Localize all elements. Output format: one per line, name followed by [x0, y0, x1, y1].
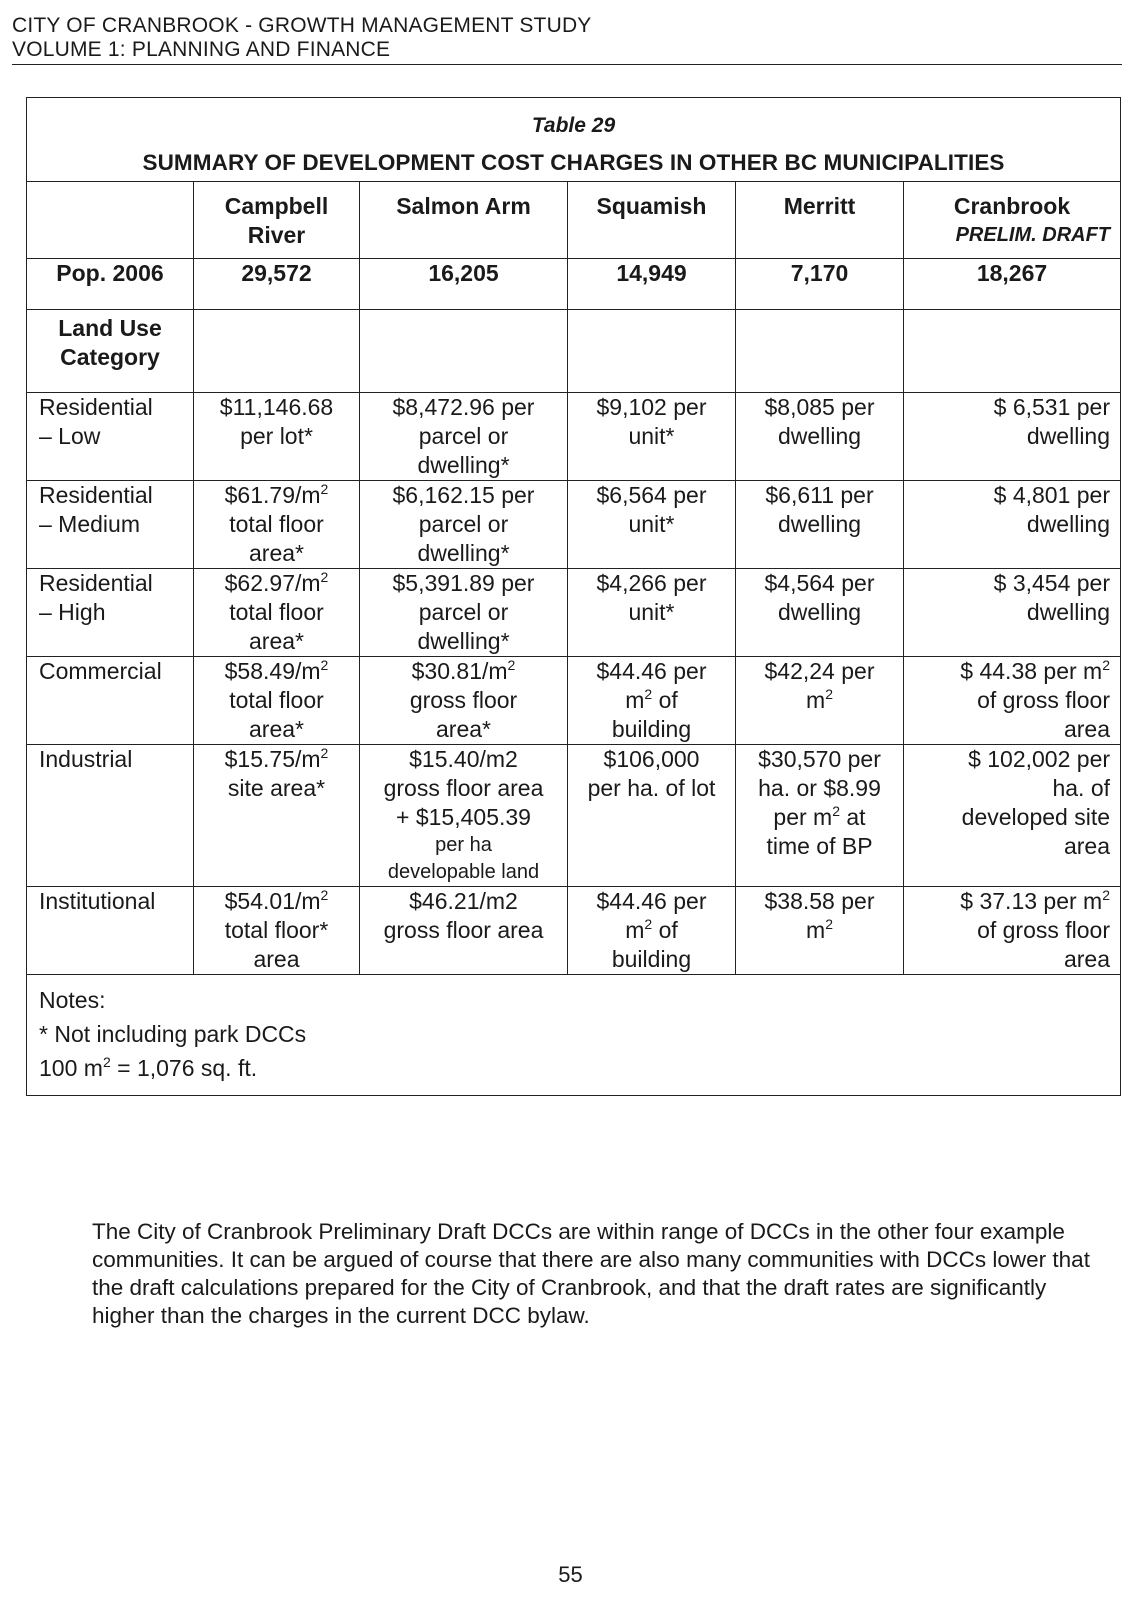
table-cell — [568, 569, 736, 657]
label-line: Residential — [39, 394, 153, 420]
table-cell — [360, 569, 568, 657]
page-number: 55 — [558, 1562, 583, 1587]
table-row — [27, 887, 1121, 975]
cell-line: $6,611 per — [765, 482, 874, 508]
table-cell — [360, 657, 568, 745]
table-row — [27, 393, 1121, 481]
table-cell — [360, 481, 568, 569]
cell-line — [198, 481, 355, 510]
cell-line — [912, 657, 1110, 686]
notes-text: = 1,076 sq. ft. — [110, 1055, 258, 1081]
cell-line: dwelling — [1026, 423, 1111, 449]
col-header-campbell-river — [194, 182, 360, 259]
cell-line: unit* — [628, 599, 675, 625]
cell-line: dwelling* — [417, 540, 510, 566]
cell-text: of — [652, 687, 678, 713]
superscript: 2 — [320, 481, 329, 497]
superscript: 2 — [1102, 887, 1111, 903]
notes-line — [39, 1051, 1108, 1085]
row-label — [27, 481, 194, 569]
cell-line — [198, 745, 355, 774]
notes-title: Notes: — [39, 987, 106, 1013]
cell-line: time of BP — [766, 833, 873, 859]
col-header-prelim-draft: PRELIM. DRAFT — [955, 224, 1111, 246]
superscript: 2 — [825, 686, 833, 702]
cell-line: area — [1063, 716, 1111, 742]
label-line: Institutional — [39, 888, 156, 914]
col-header-line: Cranbrook — [953, 193, 1071, 219]
cell-line — [740, 803, 899, 832]
table-cell — [904, 887, 1121, 975]
cell-line — [198, 657, 355, 686]
cell-line: parcel or — [418, 511, 509, 537]
cell-line: $11,146.68 — [219, 394, 334, 420]
cell-text: $ 37.13 per m — [960, 888, 1103, 914]
cell-text: $30.81/m — [411, 658, 508, 684]
table-cell — [904, 569, 1121, 657]
cell-line: dwelling — [777, 599, 862, 625]
cell-line: $ 6,531 per — [993, 394, 1111, 420]
label-line: Residential — [39, 570, 153, 596]
label-line: – High — [39, 599, 106, 625]
superscript: 2 — [644, 916, 653, 932]
cell-text: m — [625, 917, 645, 943]
table-cell — [568, 745, 736, 887]
table-caption — [27, 98, 1121, 182]
table-cell — [568, 657, 736, 745]
cell-line: $6,162.15 per — [392, 482, 535, 508]
row-label — [27, 887, 194, 975]
label-line: – Medium — [39, 511, 140, 537]
superscript: 2 — [1102, 657, 1111, 673]
population-row — [27, 259, 1121, 310]
cell-line: $38.58 per — [764, 888, 875, 914]
land-use-category-label — [27, 310, 194, 393]
table-cell — [736, 569, 904, 657]
cell-line: $4,266 per — [596, 570, 707, 596]
cell-line: area — [253, 946, 300, 972]
cell-text: m — [625, 687, 645, 713]
cell-line: $44.46 per — [596, 658, 707, 684]
col-header-line: Salmon Arm — [396, 193, 531, 219]
table-cell — [194, 569, 360, 657]
notes-line: * Not including park DCCs — [39, 1021, 307, 1047]
cell-line: $4,564 per — [764, 570, 875, 596]
table-cell — [736, 481, 904, 569]
cell-line — [572, 916, 731, 945]
cell-line: area — [1063, 946, 1111, 972]
cell-text: at — [840, 804, 866, 830]
cell-line: total floor — [229, 511, 324, 537]
superscript: 2 — [825, 916, 833, 932]
superscript: 2 — [320, 569, 329, 585]
dcc-table-container — [26, 97, 1120, 1096]
table-caption-row — [27, 98, 1121, 182]
cell-text: of — [652, 917, 678, 943]
notes-text: 100 m — [39, 1055, 103, 1081]
label-line: Category — [60, 344, 160, 370]
cell-line: dwelling — [1026, 511, 1111, 537]
cell-line: dwelling — [777, 511, 862, 537]
table-cell — [360, 887, 568, 975]
table-cell — [194, 887, 360, 975]
cell-line: $ 3,454 per — [993, 570, 1111, 596]
col-header-line: Squamish — [596, 193, 707, 219]
table-row — [27, 745, 1121, 887]
cell-line: per lot* — [240, 423, 313, 449]
label-line: – Low — [39, 423, 101, 449]
cell-line: $30,570 per — [758, 746, 881, 772]
cell-line: area* — [249, 628, 304, 654]
table-cell — [736, 887, 904, 975]
notes-row — [27, 975, 1121, 1096]
cell-text: $15.75/m — [224, 746, 321, 772]
table-cell — [568, 393, 736, 481]
col-header-merritt — [736, 182, 904, 259]
body-paragraph: The City of Cranbrook Preliminary Draft DCCs are within range of DCCs in the other four example communities. It can be argued of course that there are also many communities with DCCs lower that the draft calculations prepared for the City of Cranbrook, and that the draft rates are significantly higher than the charges in the current DCC bylaw. — [92, 1219, 1090, 1328]
table-row — [27, 569, 1121, 657]
cell-line: $ 4,801 per — [993, 482, 1111, 508]
cell-line: ha. or $8.99 — [758, 775, 881, 801]
cell-line: $6,564 per — [596, 482, 707, 508]
cell-line: building — [611, 946, 692, 972]
cell-line: per ha — [435, 834, 492, 856]
superscript: 2 — [320, 745, 329, 761]
column-header-row — [27, 182, 1121, 259]
cell-line: $9,102 per — [596, 394, 707, 420]
label-line: Land Use — [58, 315, 162, 341]
cell-line: $44.46 per — [596, 888, 707, 914]
header-line-2: VOLUME 1: PLANNING AND FINANCE — [12, 38, 391, 61]
table-cell — [360, 745, 568, 887]
cell-line: building — [611, 716, 692, 742]
cell-line: area* — [249, 540, 304, 566]
cell-line: $46.21/m2 — [409, 888, 518, 914]
table-cell — [360, 393, 568, 481]
table-row — [27, 481, 1121, 569]
cell-line — [740, 916, 899, 945]
land-use-header-row — [27, 310, 1121, 393]
cell-line: total floor — [229, 687, 324, 713]
cell-text: m — [806, 917, 826, 943]
cell-line: $15.40/m2 — [409, 746, 518, 772]
cell-line: $8,085 per — [764, 394, 875, 420]
col-header-line: River — [247, 222, 306, 248]
cell-line — [572, 686, 731, 715]
pop-cell: 7,170 — [736, 259, 904, 310]
superscript: 2 — [320, 657, 329, 673]
cell-text: $58.49/m — [224, 658, 321, 684]
table-notes — [27, 975, 1121, 1096]
empty-cell — [736, 310, 904, 393]
table-cell — [194, 481, 360, 569]
cell-line: gross floor — [409, 687, 518, 713]
cell-line: developable land — [387, 861, 540, 883]
superscript: 2 — [320, 887, 329, 903]
table-cell — [736, 745, 904, 887]
cell-line: $5,391.89 per — [392, 570, 535, 596]
cell-line: dwelling* — [417, 452, 510, 478]
cell-line — [740, 686, 899, 715]
cell-line: parcel or — [418, 423, 509, 449]
label-line: Industrial — [39, 746, 133, 772]
superscript: 2 — [644, 686, 653, 702]
col-header-cranbrook — [904, 182, 1121, 259]
table-cell — [904, 657, 1121, 745]
cell-line: gross floor area — [383, 775, 544, 801]
cell-line: parcel or — [418, 599, 509, 625]
cell-line: of gross floor — [977, 917, 1111, 943]
row-label — [27, 393, 194, 481]
cell-line: total floor — [229, 599, 324, 625]
cell-line: site area* — [227, 775, 326, 801]
cell-line: of gross floor — [977, 687, 1111, 713]
table-cell — [194, 657, 360, 745]
row-label — [27, 657, 194, 745]
empty-cell — [360, 310, 568, 393]
blank-header-cell — [27, 182, 194, 259]
pop-cell: 14,949 — [568, 259, 736, 310]
cell-text: m — [806, 687, 826, 713]
cell-line: area* — [436, 716, 491, 742]
table-cell — [736, 393, 904, 481]
cell-line: gross floor area — [383, 917, 544, 943]
cell-line — [912, 887, 1110, 916]
label-line: Commercial — [39, 658, 162, 684]
cell-line: per ha. of lot — [587, 775, 716, 801]
row-label — [27, 745, 194, 887]
superscript: 2 — [832, 803, 840, 819]
cell-line: total floor* — [224, 917, 329, 943]
cell-line: area — [1063, 833, 1111, 859]
pop-cell: 18,267 — [904, 259, 1121, 310]
table-cell — [194, 745, 360, 887]
cell-text: $61.79/m — [224, 482, 321, 508]
table-cell — [736, 657, 904, 745]
table-number: Table 29 — [531, 114, 616, 137]
cell-line: area* — [249, 716, 304, 742]
cell-line: unit* — [628, 423, 675, 449]
row-label — [27, 569, 194, 657]
table-row — [27, 657, 1121, 745]
dcc-summary-table — [26, 97, 1121, 1096]
cell-line: $ 102,002 per — [968, 746, 1111, 772]
table-cell — [904, 481, 1121, 569]
cell-line: $8,472.96 per — [392, 394, 535, 420]
cell-line: dwelling — [777, 423, 862, 449]
col-header-salmon-arm — [360, 182, 568, 259]
empty-cell — [568, 310, 736, 393]
cell-line: ha. of — [1052, 775, 1111, 801]
cell-line: $42,24 per — [764, 658, 875, 684]
table-cell — [568, 887, 736, 975]
table-cell — [568, 481, 736, 569]
superscript: 2 — [102, 1054, 111, 1070]
empty-cell — [904, 310, 1121, 393]
cell-line — [364, 657, 563, 686]
table-cell — [904, 393, 1121, 481]
pop-cell: 29,572 — [194, 259, 360, 310]
cell-line: $106,000 — [603, 746, 700, 772]
cell-text: $62.97/m — [224, 570, 321, 596]
table-cell — [904, 745, 1121, 887]
cell-line: dwelling — [1026, 599, 1111, 625]
running-header — [12, 14, 1122, 65]
cell-line: developed site — [961, 804, 1111, 830]
col-header-line: Campbell — [224, 193, 329, 219]
cell-text: $54.01/m — [224, 888, 321, 914]
cell-line: dwelling* — [417, 628, 510, 654]
row-label-pop: Pop. 2006 — [27, 259, 194, 310]
label-line: Residential — [39, 482, 153, 508]
cell-text: $ 44.38 per m — [960, 658, 1103, 684]
cell-text: per m — [773, 804, 833, 830]
table-title: SUMMARY OF DEVELOPMENT COST CHARGES IN OTHER BC MUNICIPALITIES — [142, 150, 1005, 175]
superscript: 2 — [507, 657, 516, 673]
col-header-line: Merritt — [783, 193, 856, 219]
col-header-squamish — [568, 182, 736, 259]
empty-cell — [194, 310, 360, 393]
cell-line: unit* — [628, 511, 675, 537]
cell-line: + $15,405.39 — [396, 804, 531, 830]
pop-cell: 16,205 — [360, 259, 568, 310]
cell-line — [198, 569, 355, 598]
cell-line — [198, 887, 355, 916]
header-line-1: CITY OF CRANBROOK - GROWTH MANAGEMENT STUDY — [12, 14, 592, 37]
table-cell — [194, 393, 360, 481]
